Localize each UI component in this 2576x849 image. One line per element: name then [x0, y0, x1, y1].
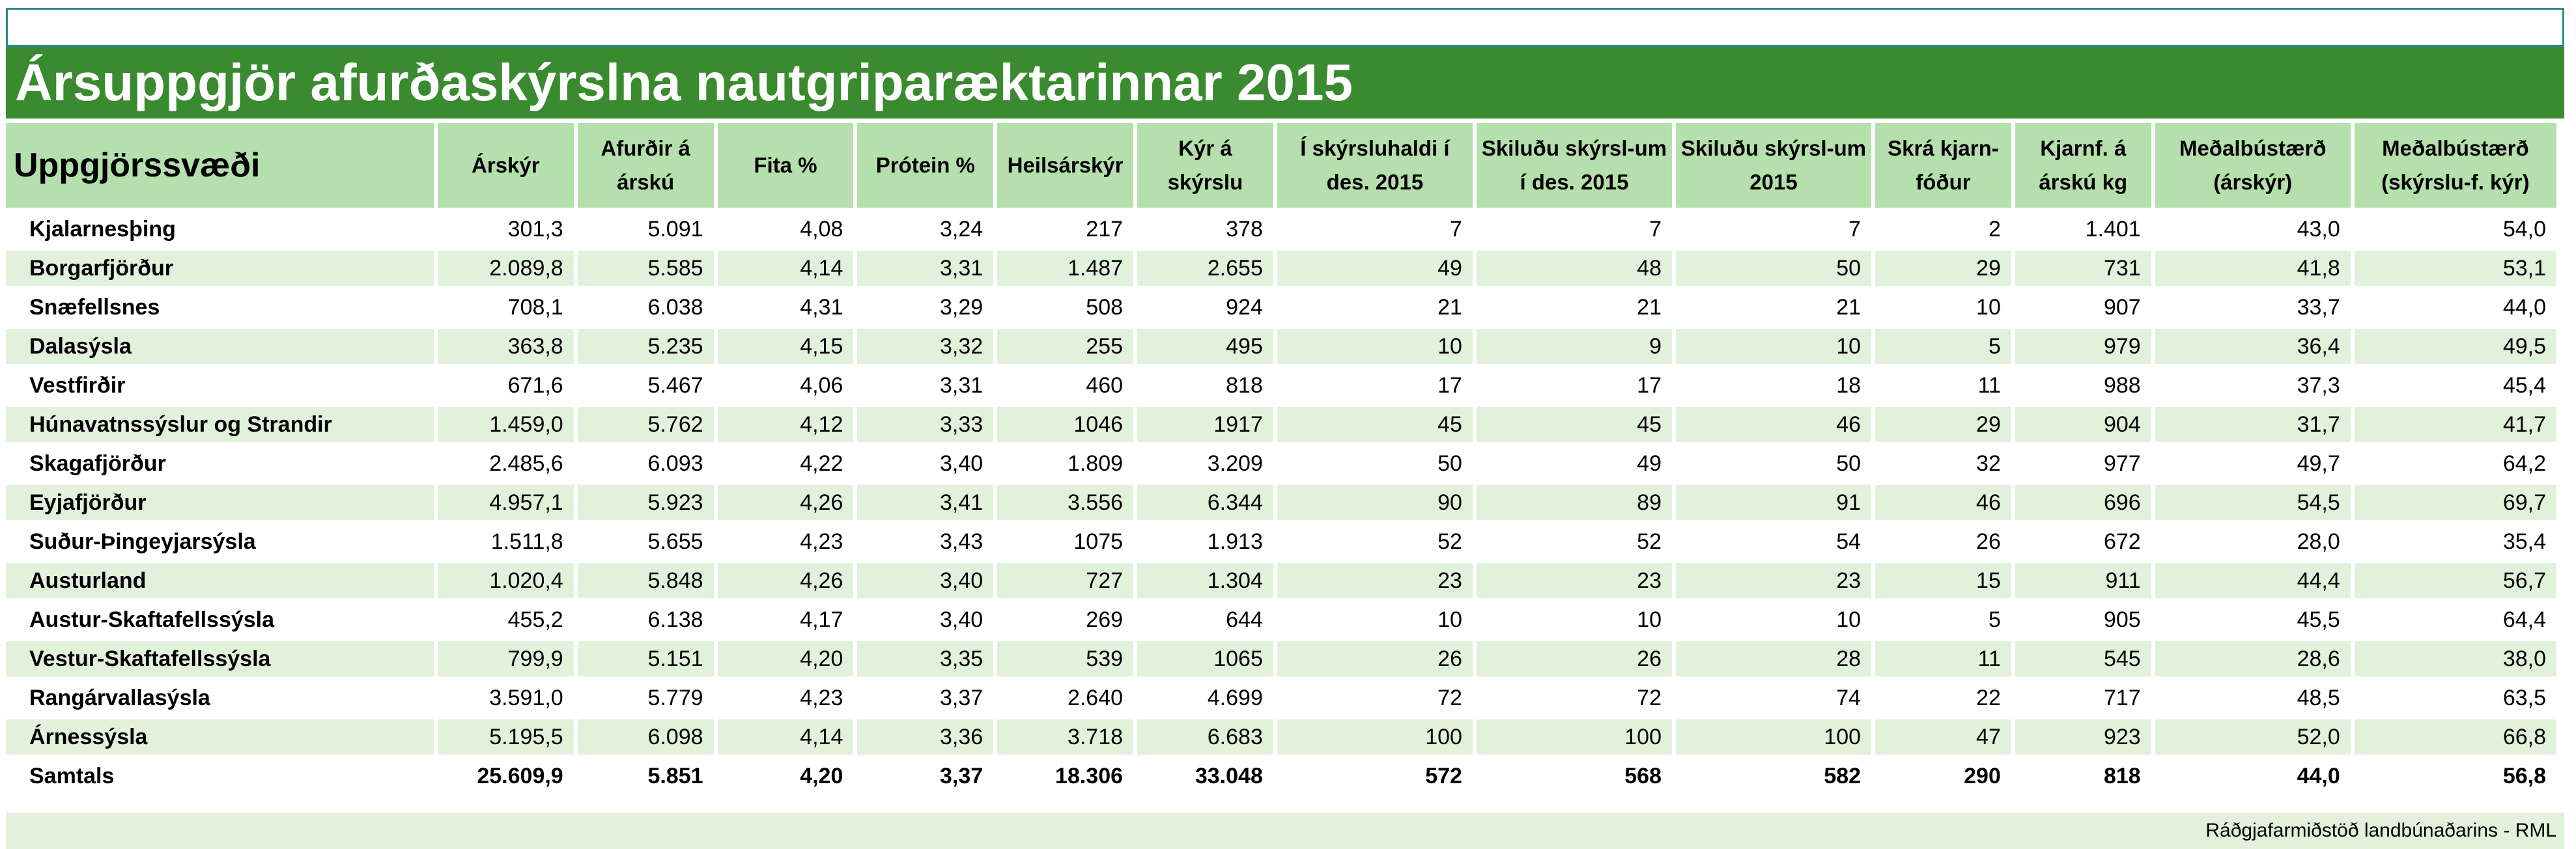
- total-skra-kjarnfodur: 290: [1875, 759, 2011, 794]
- table-row: [6, 485, 2556, 520]
- cell-afurdir: 6.038: [578, 290, 714, 325]
- cell-medalbustaerd-kyr: 49,5: [2355, 329, 2556, 364]
- cell-i-skyrsluhaldi: 23: [1277, 563, 1473, 598]
- cell-heilsarskyr: 727: [997, 563, 1133, 598]
- cell-fita: 4,26: [718, 563, 854, 598]
- header-skiludu-ar: Skiluðu skýrsl-um 2015: [1676, 123, 1871, 208]
- cell-afurdir: 5.655: [578, 524, 714, 559]
- results-table: [2, 119, 2560, 798]
- cell-medalbustaerd-kyr: 41,7: [2355, 407, 2556, 442]
- cell-heilsarskyr: 1.487: [997, 251, 1133, 286]
- total-heilsarskyr: 18.306: [997, 759, 1133, 794]
- table-body: [6, 212, 2556, 794]
- cell-kyr-a-skyrslu: 2.655: [1137, 251, 1273, 286]
- cell-heilsarskyr: 3.718: [997, 719, 1133, 755]
- top-frame: [6, 8, 2564, 47]
- header-medalbustaerd-kyr: Meðalbústærð (skýrslu-f. kýr): [2355, 123, 2556, 208]
- cell-skiludu-des: 7: [1477, 212, 1672, 247]
- cell-skiludu-ar: 50: [1676, 446, 1871, 481]
- cell-fita: 4,20: [718, 641, 854, 676]
- cell-fita: 4,15: [718, 329, 854, 364]
- cell-medalbustaerd-kyr: 64,2: [2355, 446, 2556, 481]
- cell-skra-kjarnfodur: 5: [1875, 329, 2011, 364]
- table-row: [6, 563, 2556, 598]
- cell-arskyr: 4.957,1: [438, 485, 574, 520]
- cell-protein: 3,35: [857, 641, 993, 676]
- cell-skiludu-ar: 23: [1676, 563, 1871, 598]
- cell-skiludu-ar: 21: [1676, 290, 1871, 325]
- cell-medalbustaerd-arskyr: 28,0: [2155, 524, 2351, 559]
- total-skiludu-des: 568: [1477, 759, 1672, 794]
- cell-skiludu-des: 17: [1477, 368, 1672, 403]
- cell-medalbustaerd-arskyr: 52,0: [2155, 719, 2351, 755]
- cell-i-skyrsluhaldi: 90: [1277, 485, 1473, 520]
- cell-afurdir: 5.762: [578, 407, 714, 442]
- cell-protein: 3,43: [857, 524, 993, 559]
- cell-region: Dalasýsla: [6, 329, 434, 364]
- cell-medalbustaerd-kyr: 38,0: [2355, 641, 2556, 676]
- cell-region: Borgarfjörður: [6, 251, 434, 286]
- cell-arskyr: 671,6: [438, 368, 574, 403]
- table-row: [6, 251, 2556, 286]
- cell-protein: 3,40: [857, 602, 993, 637]
- cell-kyr-a-skyrslu: 378: [1137, 212, 1273, 247]
- cell-skiludu-des: 10: [1477, 602, 1672, 637]
- cell-kjarnf-kg: 988: [2015, 368, 2151, 403]
- total-fita: 4,20: [718, 759, 854, 794]
- cell-protein: 3,41: [857, 485, 993, 520]
- header-region: Uppgjörssvæði: [6, 123, 434, 208]
- cell-i-skyrsluhaldi: 45: [1277, 407, 1473, 442]
- cell-skiludu-ar: 54: [1676, 524, 1871, 559]
- page-title: Ársuppgjör afurðaskýrslna nautgriparæktarinnar 2015: [15, 53, 1353, 111]
- cell-skra-kjarnfodur: 26: [1875, 524, 2011, 559]
- cell-protein: 3,37: [857, 680, 993, 716]
- cell-medalbustaerd-arskyr: 44,4: [2155, 563, 2351, 598]
- cell-medalbustaerd-arskyr: 49,7: [2155, 446, 2351, 481]
- cell-i-skyrsluhaldi: 21: [1277, 290, 1473, 325]
- cell-fita: 4,23: [718, 524, 854, 559]
- cell-arskyr: 301,3: [438, 212, 574, 247]
- cell-skiludu-des: 23: [1477, 563, 1672, 598]
- cell-kjarnf-kg: 696: [2015, 485, 2151, 520]
- cell-i-skyrsluhaldi: 72: [1277, 680, 1473, 716]
- table-row: [6, 212, 2556, 247]
- cell-afurdir: 6.138: [578, 602, 714, 637]
- cell-skiludu-des: 9: [1477, 329, 1672, 364]
- cell-region: Austur-Skaftafellssýsla: [6, 602, 434, 637]
- cell-medalbustaerd-kyr: 44,0: [2355, 290, 2556, 325]
- cell-medalbustaerd-kyr: 63,5: [2355, 680, 2556, 716]
- total-region: Samtals: [6, 759, 434, 794]
- cell-fita: 4,14: [718, 719, 854, 755]
- cell-skra-kjarnfodur: 10: [1875, 290, 2011, 325]
- cell-medalbustaerd-arskyr: 37,3: [2155, 368, 2351, 403]
- cell-heilsarskyr: 539: [997, 641, 1133, 676]
- cell-afurdir: 5.923: [578, 485, 714, 520]
- header-i-skyrsluhaldi: Í skýrsluhaldi í des. 2015: [1277, 123, 1473, 208]
- cell-medalbustaerd-arskyr: 28,6: [2155, 641, 2351, 676]
- table-header: [6, 123, 2556, 208]
- cell-heilsarskyr: 217: [997, 212, 1133, 247]
- cell-medalbustaerd-arskyr: 45,5: [2155, 602, 2351, 637]
- cell-fita: 4,22: [718, 446, 854, 481]
- table-row: [6, 368, 2556, 403]
- cell-region: Snæfellsnes: [6, 290, 434, 325]
- cell-medalbustaerd-kyr: 69,7: [2355, 485, 2556, 520]
- cell-skra-kjarnfodur: 29: [1875, 407, 2011, 442]
- cell-arskyr: 1.020,4: [438, 563, 574, 598]
- cell-medalbustaerd-kyr: 56,7: [2355, 563, 2556, 598]
- cell-medalbustaerd-kyr: 54,0: [2355, 212, 2556, 247]
- table-row: [6, 329, 2556, 364]
- cell-heilsarskyr: 3.556: [997, 485, 1133, 520]
- cell-skra-kjarnfodur: 22: [1875, 680, 2011, 716]
- cell-skra-kjarnfodur: 5: [1875, 602, 2011, 637]
- cell-kyr-a-skyrslu: 1917: [1137, 407, 1273, 442]
- cell-kyr-a-skyrslu: 1.304: [1137, 563, 1273, 598]
- table-row: [6, 446, 2556, 481]
- cell-kyr-a-skyrslu: 495: [1137, 329, 1273, 364]
- cell-arskyr: 5.195,5: [438, 719, 574, 755]
- header-row: [6, 123, 2556, 208]
- cell-afurdir: 5.585: [578, 251, 714, 286]
- cell-skra-kjarnfodur: 46: [1875, 485, 2011, 520]
- cell-skiludu-des: 100: [1477, 719, 1672, 755]
- cell-kjarnf-kg: 1.401: [2015, 212, 2151, 247]
- cell-protein: 3,29: [857, 290, 993, 325]
- cell-heilsarskyr: 460: [997, 368, 1133, 403]
- cell-skiludu-des: 72: [1477, 680, 1672, 716]
- cell-kjarnf-kg: 731: [2015, 251, 2151, 286]
- cell-heilsarskyr: 269: [997, 602, 1133, 637]
- cell-skra-kjarnfodur: 15: [1875, 563, 2011, 598]
- cell-arskyr: 2.089,8: [438, 251, 574, 286]
- cell-skiludu-ar: 74: [1676, 680, 1871, 716]
- cell-kyr-a-skyrslu: 3.209: [1137, 446, 1273, 481]
- cell-protein: 3,32: [857, 329, 993, 364]
- cell-arskyr: 363,8: [438, 329, 574, 364]
- cell-i-skyrsluhaldi: 52: [1277, 524, 1473, 559]
- totals-row: [6, 759, 2556, 794]
- cell-i-skyrsluhaldi: 10: [1277, 602, 1473, 637]
- cell-medalbustaerd-arskyr: 48,5: [2155, 680, 2351, 716]
- cell-heilsarskyr: 1046: [997, 407, 1133, 442]
- cell-skiludu-ar: 100: [1676, 719, 1871, 755]
- cell-kjarnf-kg: 905: [2015, 602, 2151, 637]
- cell-heilsarskyr: 1075: [997, 524, 1133, 559]
- cell-kjarnf-kg: 672: [2015, 524, 2151, 559]
- cell-heilsarskyr: 1.809: [997, 446, 1133, 481]
- cell-fita: 4,31: [718, 290, 854, 325]
- cell-skra-kjarnfodur: 11: [1875, 368, 2011, 403]
- total-kjarnf-kg: 818: [2015, 759, 2151, 794]
- cell-fita: 4,26: [718, 485, 854, 520]
- cell-protein: 3,31: [857, 368, 993, 403]
- cell-skra-kjarnfodur: 32: [1875, 446, 2011, 481]
- total-skiludu-ar: 582: [1676, 759, 1871, 794]
- cell-fita: 4,23: [718, 680, 854, 716]
- header-arskyr: Árskýr: [438, 123, 574, 208]
- cell-skiludu-ar: 28: [1676, 641, 1871, 676]
- cell-region: Rangárvallasýsla: [6, 680, 434, 716]
- cell-kyr-a-skyrslu: 1.913: [1137, 524, 1273, 559]
- cell-kjarnf-kg: 911: [2015, 563, 2151, 598]
- table-row: [6, 602, 2556, 637]
- cell-i-skyrsluhaldi: 26: [1277, 641, 1473, 676]
- cell-arskyr: 1.459,0: [438, 407, 574, 442]
- total-medalbustaerd-kyr: 56,8: [2355, 759, 2556, 794]
- footer-bar: [6, 813, 2564, 849]
- cell-medalbustaerd-arskyr: 33,7: [2155, 290, 2351, 325]
- header-kyr-a-skyrslu: Kýr á skýrslu: [1137, 123, 1273, 208]
- cell-kjarnf-kg: 923: [2015, 719, 2151, 755]
- header-afurdir: Afurðir á árskú: [578, 123, 714, 208]
- header-kjarnf-kg: Kjarnf. á árskú kg: [2015, 123, 2151, 208]
- cell-fita: 4,17: [718, 602, 854, 637]
- cell-kyr-a-skyrslu: 4.699: [1137, 680, 1273, 716]
- cell-kyr-a-skyrslu: 6.344: [1137, 485, 1273, 520]
- cell-region: Eyjafjörður: [6, 485, 434, 520]
- total-i-skyrsluhaldi: 572: [1277, 759, 1473, 794]
- cell-kjarnf-kg: 979: [2015, 329, 2151, 364]
- cell-region: Vestfirðir: [6, 368, 434, 403]
- source-credit: Ráðgjafarmiðstöð landbúnaðarins - RML: [2205, 820, 2556, 841]
- cell-skiludu-des: 21: [1477, 290, 1672, 325]
- cell-i-skyrsluhaldi: 10: [1277, 329, 1473, 364]
- cell-skra-kjarnfodur: 11: [1875, 641, 2011, 676]
- table-row: [6, 719, 2556, 755]
- cell-i-skyrsluhaldi: 7: [1277, 212, 1473, 247]
- cell-skiludu-ar: 18: [1676, 368, 1871, 403]
- cell-region: Húnavatnssýslur og Strandir: [6, 407, 434, 442]
- cell-protein: 3,40: [857, 563, 993, 598]
- cell-fita: 4,08: [718, 212, 854, 247]
- cell-region: Suður-Þingeyjarsýsla: [6, 524, 434, 559]
- cell-afurdir: 6.093: [578, 446, 714, 481]
- cell-arskyr: 1.511,8: [438, 524, 574, 559]
- cell-medalbustaerd-arskyr: 43,0: [2155, 212, 2351, 247]
- header-skra-kjarnfodur: Skrá kjarn-fóður: [1875, 123, 2011, 208]
- header-medalbustaerd-arskyr: Meðalbústærð (árskýr): [2155, 123, 2351, 208]
- cell-skiludu-des: 26: [1477, 641, 1672, 676]
- total-arskyr: 25.609,9: [438, 759, 574, 794]
- cell-fita: 4,06: [718, 368, 854, 403]
- cell-skiludu-ar: 10: [1676, 329, 1871, 364]
- cell-region: Skagafjörður: [6, 446, 434, 481]
- cell-skra-kjarnfodur: 2: [1875, 212, 2011, 247]
- cell-skra-kjarnfodur: 47: [1875, 719, 2011, 755]
- cell-kyr-a-skyrslu: 1065: [1137, 641, 1273, 676]
- cell-fita: 4,12: [718, 407, 854, 442]
- cell-region: Kjalarnesþing: [6, 212, 434, 247]
- cell-medalbustaerd-kyr: 66,8: [2355, 719, 2556, 755]
- cell-heilsarskyr: 255: [997, 329, 1133, 364]
- cell-kjarnf-kg: 717: [2015, 680, 2151, 716]
- cell-skiludu-ar: 10: [1676, 602, 1871, 637]
- header-skiludu-des: Skiluðu skýrsl-um í des. 2015: [1477, 123, 1672, 208]
- total-kyr-a-skyrslu: 33.048: [1137, 759, 1273, 794]
- cell-afurdir: 5.467: [578, 368, 714, 403]
- cell-i-skyrsluhaldi: 49: [1277, 251, 1473, 286]
- cell-kjarnf-kg: 907: [2015, 290, 2151, 325]
- cell-afurdir: 6.098: [578, 719, 714, 755]
- cell-i-skyrsluhaldi: 17: [1277, 368, 1473, 403]
- cell-i-skyrsluhaldi: 100: [1277, 719, 1473, 755]
- cell-afurdir: 5.779: [578, 680, 714, 716]
- cell-medalbustaerd-arskyr: 41,8: [2155, 251, 2351, 286]
- cell-skiludu-des: 89: [1477, 485, 1672, 520]
- cell-skiludu-des: 49: [1477, 446, 1672, 481]
- cell-protein: 3,24: [857, 212, 993, 247]
- cell-fita: 4,14: [718, 251, 854, 286]
- cell-skiludu-ar: 50: [1676, 251, 1871, 286]
- cell-medalbustaerd-kyr: 64,4: [2355, 602, 2556, 637]
- cell-heilsarskyr: 2.640: [997, 680, 1133, 716]
- title-banner: [6, 47, 2564, 118]
- total-medalbustaerd-arskyr: 44,0: [2155, 759, 2351, 794]
- cell-medalbustaerd-arskyr: 36,4: [2155, 329, 2351, 364]
- cell-arskyr: 708,1: [438, 290, 574, 325]
- cell-kyr-a-skyrslu: 818: [1137, 368, 1273, 403]
- cell-skiludu-des: 52: [1477, 524, 1672, 559]
- cell-kyr-a-skyrslu: 6.683: [1137, 719, 1273, 755]
- cell-afurdir: 5.235: [578, 329, 714, 364]
- cell-skiludu-ar: 7: [1676, 212, 1871, 247]
- header-fita: Fita %: [718, 123, 854, 208]
- cell-protein: 3,40: [857, 446, 993, 481]
- cell-afurdir: 5.151: [578, 641, 714, 676]
- header-heilsarskyr: Heilsárskýr: [997, 123, 1133, 208]
- cell-kyr-a-skyrslu: 644: [1137, 602, 1273, 637]
- cell-arskyr: 2.485,6: [438, 446, 574, 481]
- cell-medalbustaerd-arskyr: 54,5: [2155, 485, 2351, 520]
- cell-kjarnf-kg: 545: [2015, 641, 2151, 676]
- header-protein: Prótein %: [857, 123, 993, 208]
- cell-arskyr: 455,2: [438, 602, 574, 637]
- table-row: [6, 407, 2556, 442]
- cell-skiludu-des: 45: [1477, 407, 1672, 442]
- cell-medalbustaerd-arskyr: 31,7: [2155, 407, 2351, 442]
- cell-heilsarskyr: 508: [997, 290, 1133, 325]
- cell-kyr-a-skyrslu: 924: [1137, 290, 1273, 325]
- cell-medalbustaerd-kyr: 35,4: [2355, 524, 2556, 559]
- total-afurdir: 5.851: [578, 759, 714, 794]
- cell-skiludu-ar: 91: [1676, 485, 1871, 520]
- cell-region: Austurland: [6, 563, 434, 598]
- cell-region: Vestur-Skaftafellssýsla: [6, 641, 434, 676]
- cell-skiludu-ar: 46: [1676, 407, 1871, 442]
- table-row: [6, 290, 2556, 325]
- cell-region: Árnessýsla: [6, 719, 434, 755]
- cell-protein: 3,33: [857, 407, 993, 442]
- total-protein: 3,37: [857, 759, 993, 794]
- cell-skra-kjarnfodur: 29: [1875, 251, 2011, 286]
- cell-afurdir: 5.091: [578, 212, 714, 247]
- cell-arskyr: 3.591,0: [438, 680, 574, 716]
- cell-medalbustaerd-kyr: 45,4: [2355, 368, 2556, 403]
- cell-skiludu-des: 48: [1477, 251, 1672, 286]
- cell-kjarnf-kg: 977: [2015, 446, 2151, 481]
- cell-afurdir: 5.848: [578, 563, 714, 598]
- table-row: [6, 641, 2556, 676]
- table-row: [6, 680, 2556, 716]
- table-row: [6, 524, 2556, 559]
- cell-i-skyrsluhaldi: 50: [1277, 446, 1473, 481]
- cell-arskyr: 799,9: [438, 641, 574, 676]
- cell-protein: 3,36: [857, 719, 993, 755]
- cell-protein: 3,31: [857, 251, 993, 286]
- cell-medalbustaerd-kyr: 53,1: [2355, 251, 2556, 286]
- cell-kjarnf-kg: 904: [2015, 407, 2151, 442]
